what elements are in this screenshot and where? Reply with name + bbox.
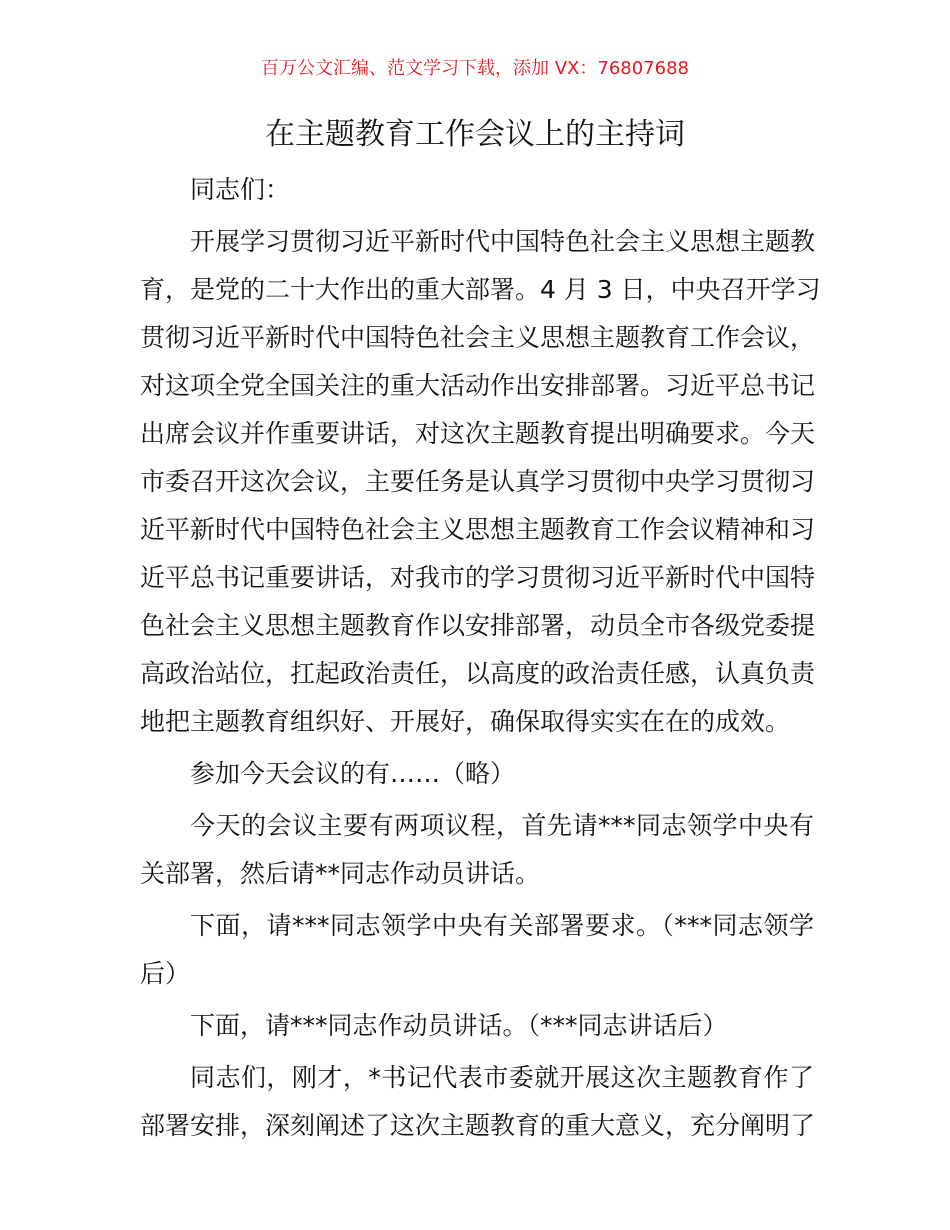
paragraph-line: 对这项全党全国关注的重大活动作出安排部署。习近平总书记 bbox=[140, 371, 816, 400]
paragraph bbox=[140, 902, 814, 998]
document-body bbox=[140, 166, 821, 1154]
paragraph bbox=[140, 1054, 814, 1150]
paragraph-line: 关部署，然后请**同志作动员讲话。 bbox=[140, 859, 541, 888]
paragraph-line: 下面，请***同志领学中央有关部署要求。（***同志领学 bbox=[190, 911, 814, 940]
paragraph bbox=[140, 218, 821, 746]
paragraph bbox=[140, 802, 814, 898]
watermark-header: 百万公文汇编、范文学习下载，添加 VX：76807688 bbox=[261, 58, 689, 79]
paragraph-line: 同志们，刚才，*书记代表市委就开展这次主题教育作了 bbox=[190, 1063, 814, 1092]
paragraph bbox=[140, 1002, 814, 1050]
paragraph-line: 近平新时代中国特色社会主义思想主题教育工作会议精神和习 bbox=[140, 515, 816, 544]
paragraph-line: 色社会主义思想主题教育作以安排部署，动员全市各级党委提 bbox=[140, 611, 816, 640]
paragraph-line: 贯彻习近平新时代中国特色社会主义思想主题教育工作会议， bbox=[140, 323, 816, 352]
paragraph-line: 出席会议并作重要讲话，对这次主题教育提出明确要求。今天 bbox=[140, 419, 816, 448]
paragraph bbox=[140, 166, 814, 214]
paragraph-line: 高政治站位，扛起政治责任，以高度的政治责任感，认真负责 bbox=[140, 659, 816, 688]
paragraph-line: 地把主题教育组织好、开展好，确保取得实实在在的成效。 bbox=[140, 707, 791, 736]
paragraph-line: 部署安排，深刻阐述了这次主题教育的重大意义，充分阐明了 bbox=[140, 1111, 816, 1140]
paragraph-line: 开展学习贯彻习近平新时代中国特色社会主义思想主题教 bbox=[190, 227, 816, 256]
paragraph-line: 育，是党的二十大作出的重大部署。4 月 3 日，中央召开学习 bbox=[140, 275, 821, 304]
paragraph-line: 市委召开这次会议，主要任务是认真学习贯彻中央学习贯彻习 bbox=[140, 467, 816, 496]
paragraph-line: 今天的会议主要有两项议程，首先请***同志领学中央有 bbox=[190, 811, 814, 840]
paragraph-line: 下面，请***同志作动员讲话。（***同志讲话后） bbox=[190, 1011, 728, 1040]
paragraph-line: 后） bbox=[140, 959, 191, 988]
paragraph-line: 参加今天会议的有……（略） bbox=[190, 759, 516, 788]
paragraph-line: 近平总书记重要讲话，对我市的学习贯彻习近平新时代中国特 bbox=[140, 563, 816, 592]
document-title: 在主题教育工作会议上的主持词 bbox=[265, 117, 685, 152]
paragraph-line: 同志们： bbox=[190, 175, 291, 204]
paragraph bbox=[140, 750, 814, 798]
